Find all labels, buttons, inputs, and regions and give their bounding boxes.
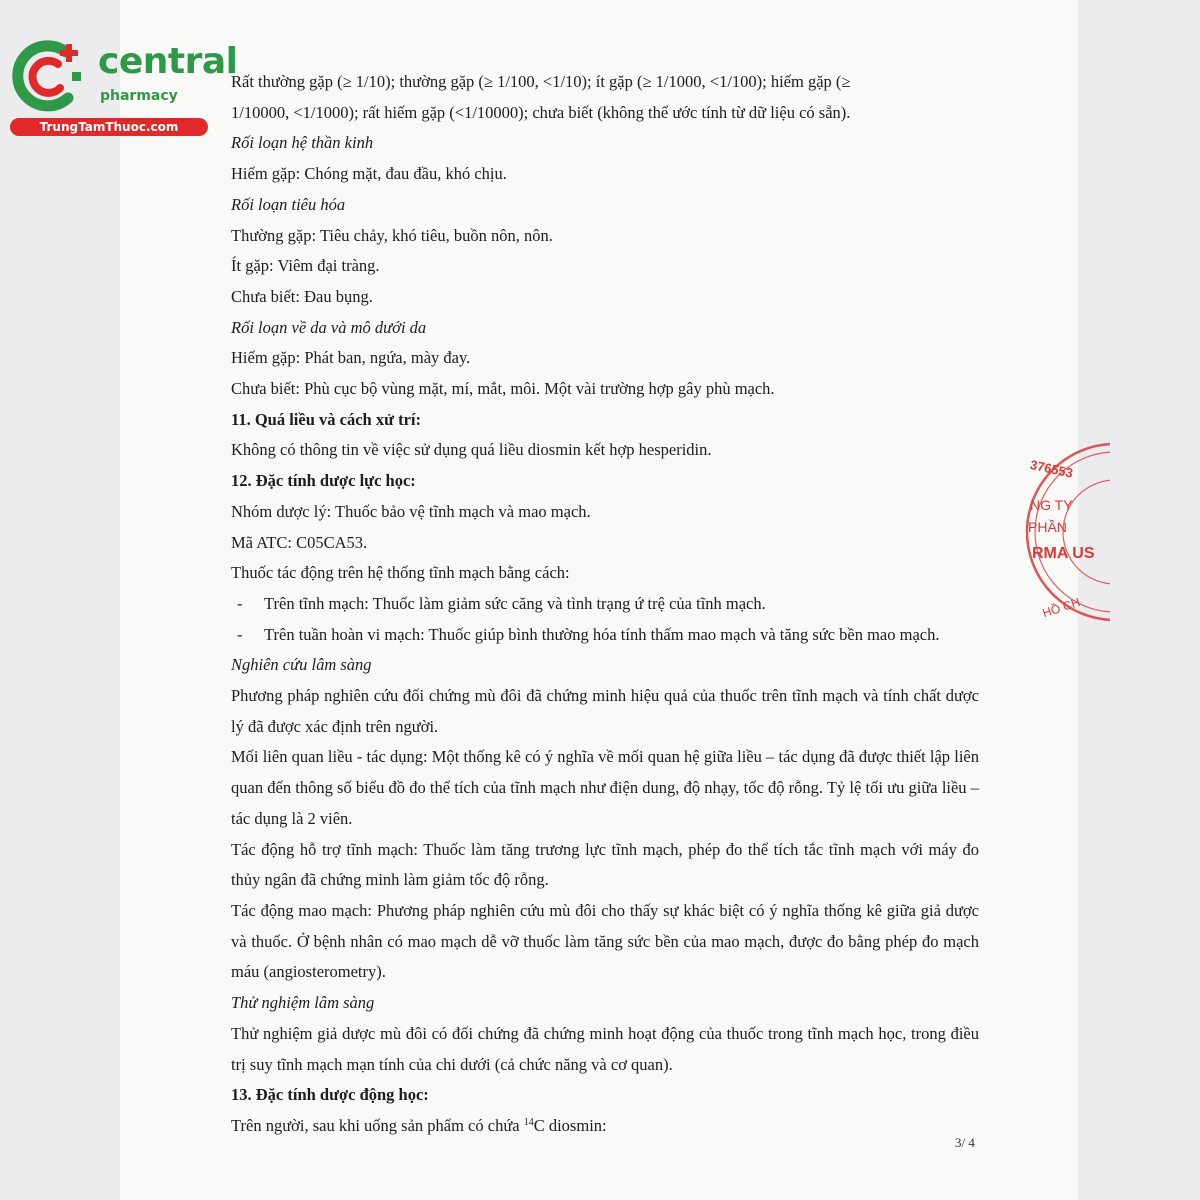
brand-name: central [98, 41, 238, 82]
subheading-skin: Rối loạn về da và mô dưới da [231, 317, 427, 337]
digestive-uncommon: Ít gặp: Viêm đại tràng. [231, 256, 380, 276]
central-pharmacy-logo-icon [10, 38, 88, 116]
section-12-heading: 12. Đặc tính dược lực học: [231, 471, 416, 491]
atc-code: Mã ATC: C05CA53. [231, 532, 368, 552]
frequency-legend-line-2: 1/10000, <1/1000); rất hiếm gặp (<1/10000); chưa biết (không thể ước tính từ dữ liệu có sẵn). [231, 102, 851, 122]
clinical-trial-paragraph: Thử nghiệm giả dược mù đôi có đối chứng đã chứng minh hoạt động của thuốc trong tĩnh mạch học, trong điều trị suy tĩnh mạch mạn tính của chi dưới (cả chức năng và cơ quan). [231, 1023, 979, 1074]
skin-unknown: Chưa biết: Phù cục bộ vùng mặt, mí, mắt, môi. Một vài trường hợp gây phù mạch. [231, 379, 775, 399]
clinical-paragraph-1: Phương pháp nghiên cứu đối chứng mù đôi đã chứng minh hiệu quả của thuốc trên tĩnh mạch và tính chất dược lý đã được xác định trên người. [231, 686, 979, 736]
digestive-common: Thường gặp: Tiêu chảy, khó tiêu, buồn nôn, nôn. [231, 225, 553, 245]
digestive-unknown: Chưa biết: Đau bụng. [231, 286, 373, 306]
neuro-rare: Hiếm gặp: Chóng mặt, đau đầu, khó chịu. [231, 164, 507, 184]
pharmacologic-group: Nhóm dược lý: Thuốc bảo vệ tĩnh mạch và mao mạch. [231, 501, 591, 521]
brand-logo [10, 38, 238, 138]
subheading-neuro: Rối loạn hệ thần kinh [231, 133, 374, 153]
stamp-text-1: 376553 [1028, 456, 1075, 481]
list-item [231, 620, 979, 651]
stamp-text-4: RMA US [1032, 545, 1095, 562]
stamp-text-2: NG TY [1030, 497, 1073, 513]
clinical-paragraph-4: Tác động mao mạch: Phương pháp nghiên cứu mù đôi cho thấy sự khác biệt có ý nghĩa thống kê giữa giả dược và thuốc. Ở bệnh nhân có mao mạch dễ vỡ thuốc làm tăng sức bền của mao mạch, được đo bằng phép đo mạch máu (angiosterometry). [231, 900, 979, 982]
stamp-text-3: PHẦN [1028, 519, 1067, 535]
bullet-dash: - [237, 624, 243, 644]
section-11-heading: 11. Quá liều và cách xử trí: [231, 409, 422, 429]
frequency-legend-line-1: Rất thường gặp (≥ 1/10); thường gặp (≥ 1/100, <1/10); ít gặp (≥ 1/1000, <1/100); hiếm gặp (≥ [231, 72, 851, 91]
subheading-clinical-study: Nghiên cứu lâm sàng [231, 655, 372, 675]
list-item [231, 589, 979, 620]
bullet-dash: - [237, 593, 243, 613]
isotope-superscript: 14 [523, 1116, 534, 1128]
document-body [231, 67, 979, 1142]
red-seal-stamp [1020, 440, 1110, 630]
section-11-text: Không có thông tin về việc sử dụng quá liều diosmin kết hợp hesperidin. [231, 440, 712, 460]
skin-rare: Hiếm gặp: Phát ban, ngứa, mày đay. [231, 348, 471, 368]
clinical-paragraph-3: Tác động hỗ trợ tĩnh mạch: Thuốc làm tăng trương lực tĩnh mạch, phép đo thể tích tắc tĩnh mạch với máy đo thủy ngân đã chứng minh làm giảm tốc độ rỗng. [231, 839, 979, 890]
subheading-clinical-trial: Thử nghiệm lâm sàng [231, 993, 375, 1013]
page-number: 3/ 4 [955, 1135, 975, 1150]
list-item-text: Trên tĩnh mạch: Thuốc làm giảm sức căng và tình trạng ứ trệ của tĩnh mạch. [264, 593, 766, 613]
clinical-paragraph-2: Mối liên quan liều - tác dụng: Một thống kê có ý nghĩa về mối quan hệ giữa liều – tác dụng đã được thiết lập liên quan đến thông số biểu đồ đo thể tích của tĩnh mạch như điện dung, độ nhạy, tốc độ rỗng. Tỷ lệ tối ưu giữa liều – tác dụng là 2 viên. [231, 747, 979, 828]
mechanism-intro: Thuốc tác động trên hệ thống tĩnh mạch bằng cách: [231, 563, 570, 583]
brand-url-banner: TrungTamThuoc.com [10, 118, 208, 136]
section-13-heading: 13. Đặc tính dược động học: [231, 1085, 429, 1105]
subheading-digestive: Rối loạn tiêu hóa [231, 194, 346, 214]
brand-subtitle: pharmacy [100, 88, 178, 104]
section-13-text-post: C diosmin: [533, 1115, 607, 1135]
stamp-text-5: HỒ CH [1040, 594, 1082, 621]
section-13-text-pre: Trên người, sau khi uống sản phẩm có chứa [231, 1115, 524, 1135]
list-item-text: Trên tuần hoàn vi mạch: Thuốc giúp bình thường hóa tính thấm mao mạch và tăng sức bền mao mạch. [264, 624, 940, 644]
section-13-text [231, 1111, 979, 1142]
